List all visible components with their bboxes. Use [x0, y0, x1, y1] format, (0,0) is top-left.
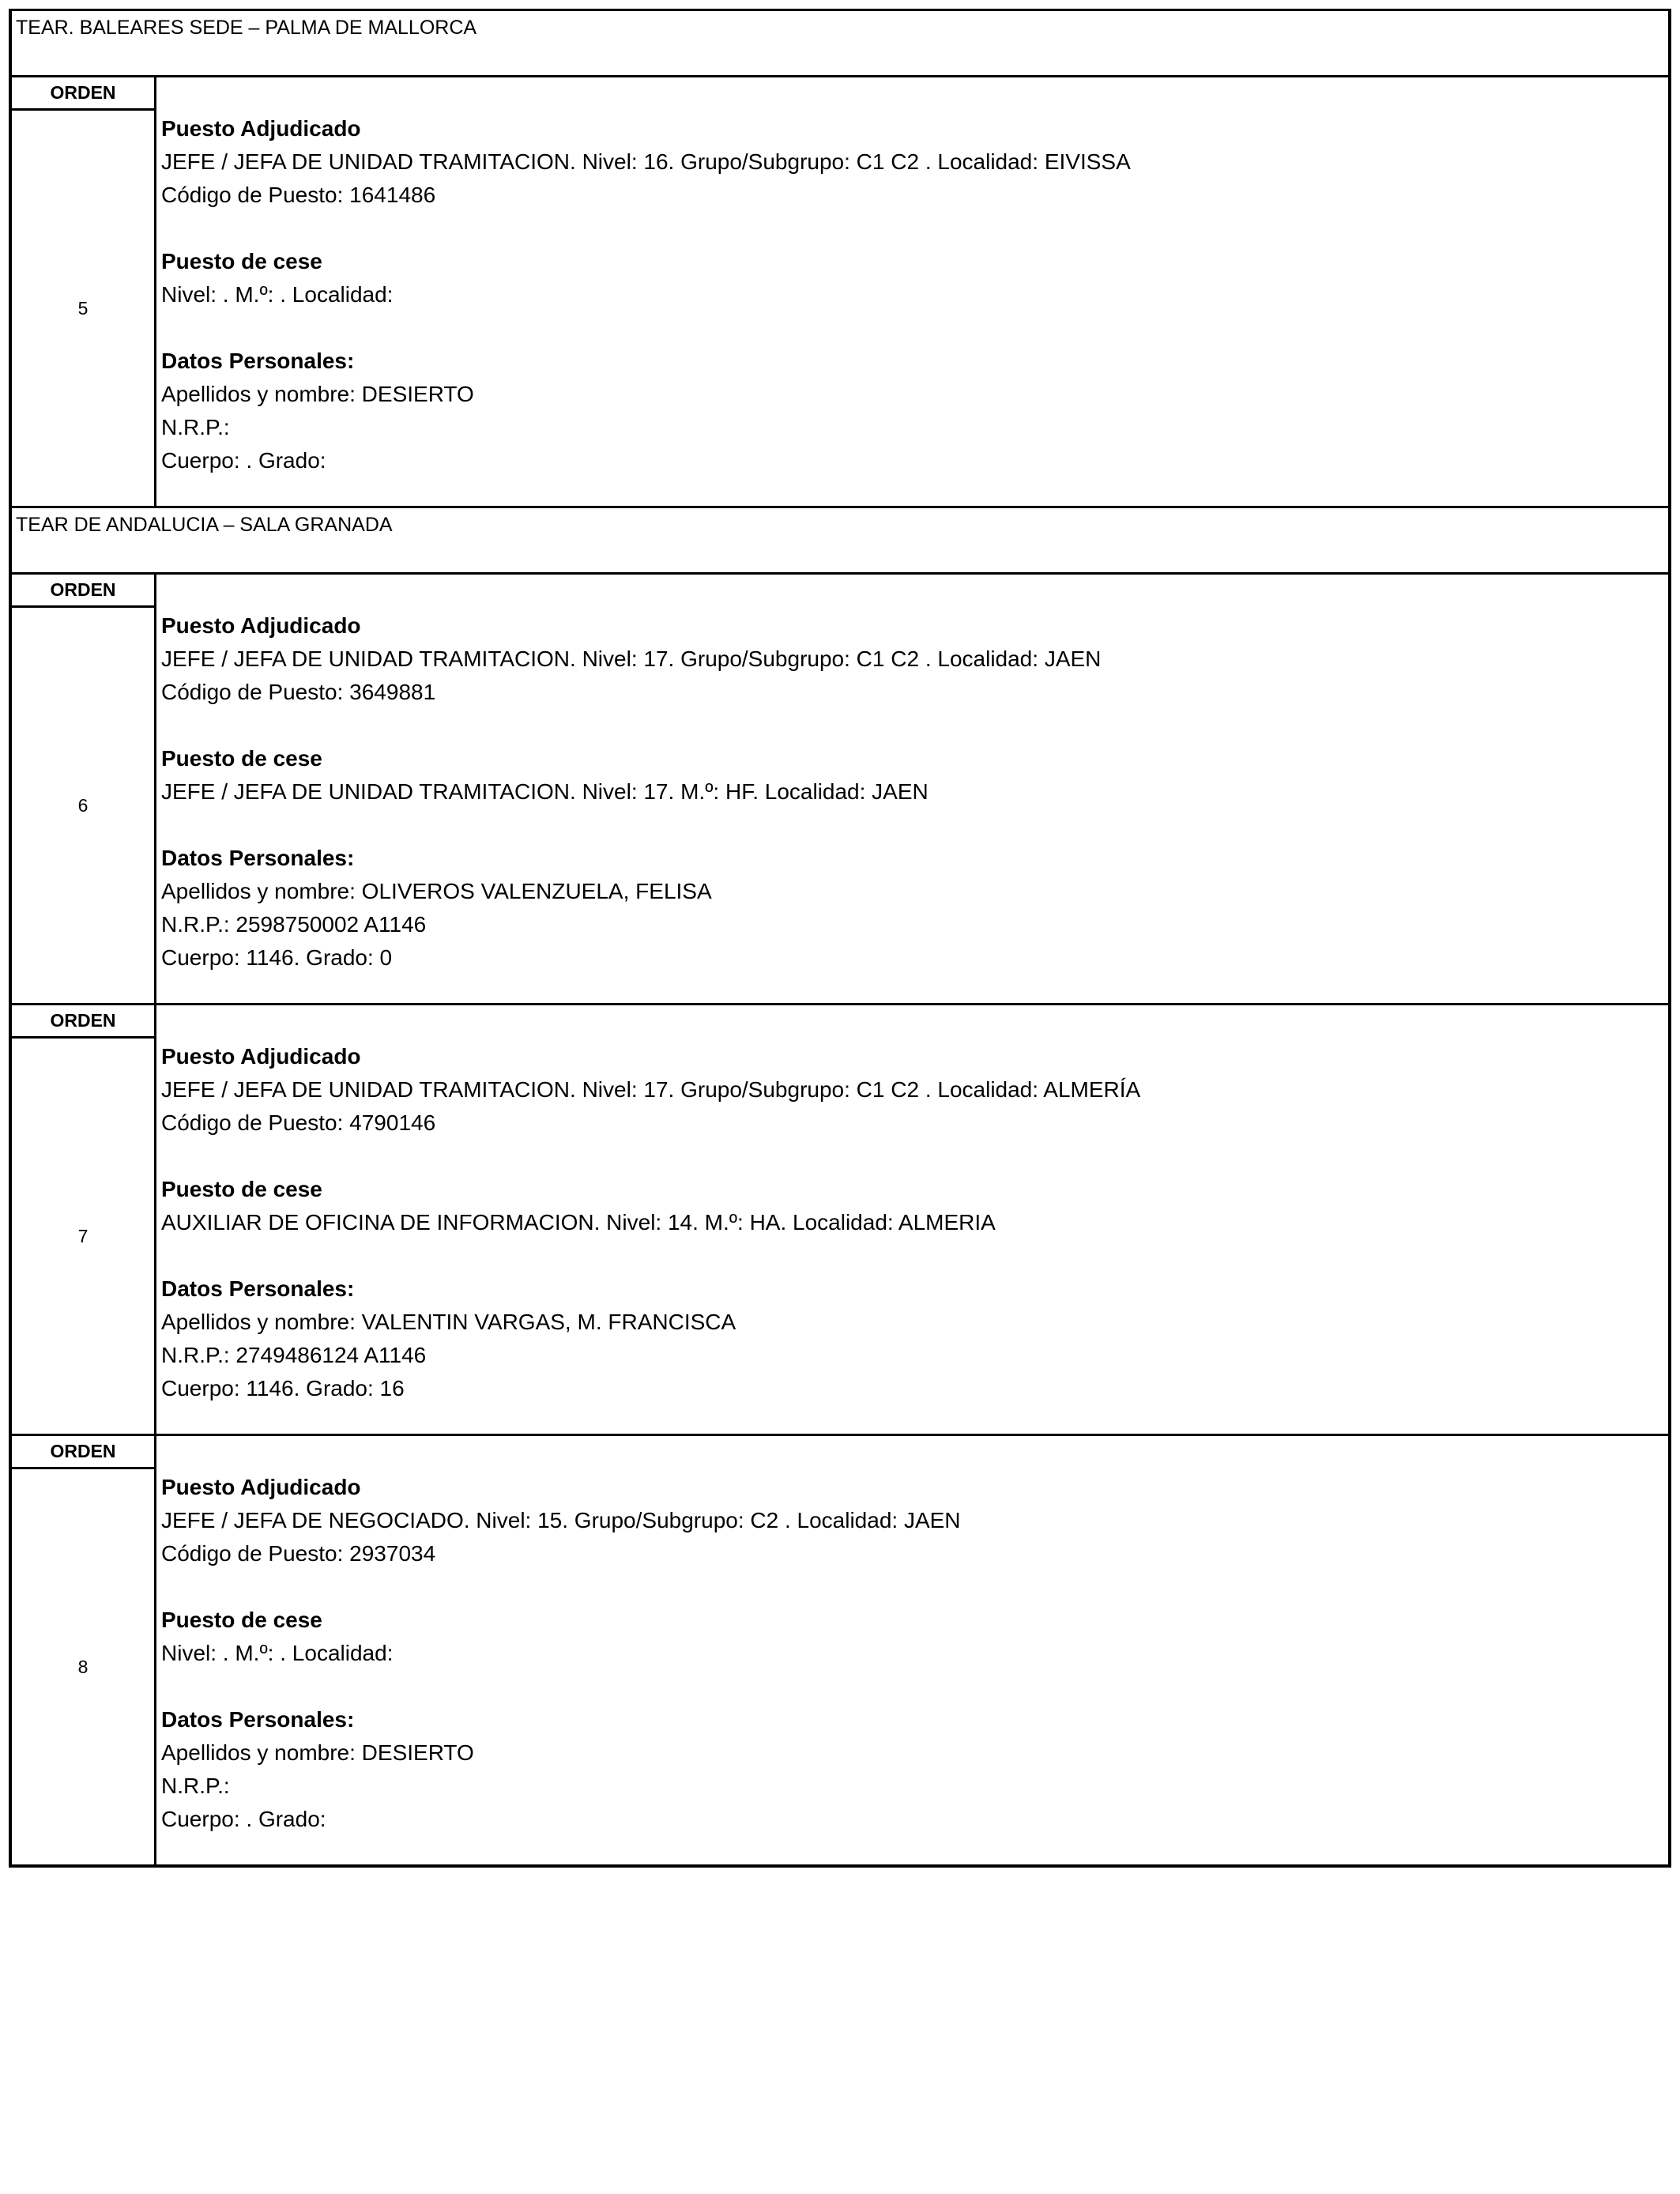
puesto-adjudicado-text: JEFE / JEFA DE UNIDAD TRAMITACION. Nivel: 17. Grupo/Subgrupo: C1 C2 . Localidad: JAEN [161, 647, 1102, 671]
orden-number: 8 [77, 1656, 89, 1677]
orden-column [12, 77, 156, 506]
entry-details [156, 1436, 1668, 1864]
orden-label: ORDEN [12, 575, 154, 608]
nrp: N.R.P.: 2598750002 A1146 [161, 912, 427, 937]
datos-personales-title: Datos Personales: [161, 349, 355, 373]
cuerpo-grado: Cuerpo: 1146. Grado: 0 [161, 945, 393, 970]
section-header-andalucia: TEAR DE ANDALUCIA – SALA GRANADA [12, 506, 1668, 572]
puesto-adjudicado-title: Puesto Adjudicado [161, 613, 361, 638]
puesto-cese-text: AUXILIAR DE OFICINA DE INFORMACION. Nivel: 14. M.º: HA. Localidad: ALMERIA [161, 1210, 996, 1235]
puesto-adjudicado-text: JEFE / JEFA DE UNIDAD TRAMITACION. Nivel: 17. Grupo/Subgrupo: C1 C2 . Localidad: ALMERÍA [161, 1077, 1141, 1102]
puesto-adjudicado-text: JEFE / JEFA DE UNIDAD TRAMITACION. Nivel: 16. Grupo/Subgrupo: C1 C2 . Localidad: EIVISSA [161, 149, 1131, 174]
orden-number: 5 [77, 297, 89, 319]
cuerpo-grado: Cuerpo: 1146. Grado: 16 [161, 1376, 405, 1400]
codigo-puesto: Código de Puesto: 3649881 [161, 680, 436, 704]
puesto-adjudicado-title: Puesto Adjudicado [161, 116, 361, 141]
puesto-cese-title: Puesto de cese [161, 746, 322, 771]
puesto-adjudicado-title: Puesto Adjudicado [161, 1475, 361, 1499]
puesto-adjudicado-title: Puesto Adjudicado [161, 1044, 361, 1069]
orden-column [12, 1005, 156, 1434]
section-header-baleares: TEAR. BALEARES SEDE – PALMA DE MALLORCA [12, 9, 1668, 75]
codigo-puesto: Código de Puesto: 2937034 [161, 1541, 436, 1566]
puesto-cese-text: Nivel: . M.º: . Localidad: [161, 282, 394, 307]
orden-label: ORDEN [12, 77, 154, 111]
cuerpo-grado: Cuerpo: . Grado: [161, 1807, 326, 1831]
nrp: N.R.P.: [161, 415, 230, 439]
entry-details [156, 575, 1668, 1003]
codigo-puesto: Código de Puesto: 1641486 [161, 183, 436, 207]
apellidos-nombre: Apellidos y nombre: DESIERTO [161, 1740, 474, 1765]
entry-7 [12, 1003, 1668, 1434]
puesto-cese-title: Puesto de cese [161, 1177, 322, 1201]
orden-number: 7 [77, 1225, 89, 1246]
orden-number: 6 [77, 794, 89, 816]
orden-label: ORDEN [12, 1436, 154, 1469]
puesto-cese-title: Puesto de cese [161, 1608, 322, 1632]
puesto-cese-title: Puesto de cese [161, 249, 322, 273]
apellidos-nombre: Apellidos y nombre: VALENTIN VARGAS, M. FRANCISCA [161, 1310, 736, 1334]
entry-6 [12, 572, 1668, 1003]
apellidos-nombre: Apellidos y nombre: OLIVEROS VALENZUELA, FELISA [161, 879, 712, 903]
puesto-adjudicado-text: JEFE / JEFA DE NEGOCIADO. Nivel: 15. Grupo/Subgrupo: C2 . Localidad: JAEN [161, 1508, 961, 1532]
nrp: N.R.P.: [161, 1774, 230, 1798]
datos-personales-title: Datos Personales: [161, 1707, 355, 1732]
datos-personales-title: Datos Personales: [161, 846, 355, 870]
cuerpo-grado: Cuerpo: . Grado: [161, 448, 326, 473]
nrp: N.R.P.: 2749486124 A1146 [161, 1343, 427, 1367]
orden-column [12, 1436, 156, 1864]
entry-details [156, 77, 1668, 506]
puesto-cese-text: Nivel: . M.º: . Localidad: [161, 1641, 394, 1665]
entry-5 [12, 75, 1668, 506]
apellidos-nombre: Apellidos y nombre: DESIERTO [161, 382, 474, 406]
orden-label: ORDEN [12, 1005, 154, 1039]
puesto-cese-text: JEFE / JEFA DE UNIDAD TRAMITACION. Nivel: 17. M.º: HF. Localidad: JAEN [161, 779, 929, 804]
entry-details [156, 1005, 1668, 1434]
datos-personales-title: Datos Personales: [161, 1276, 355, 1301]
codigo-puesto: Código de Puesto: 4790146 [161, 1110, 436, 1135]
orden-column [12, 575, 156, 1003]
resolution-table [9, 9, 1671, 1868]
entry-8 [12, 1434, 1668, 1864]
